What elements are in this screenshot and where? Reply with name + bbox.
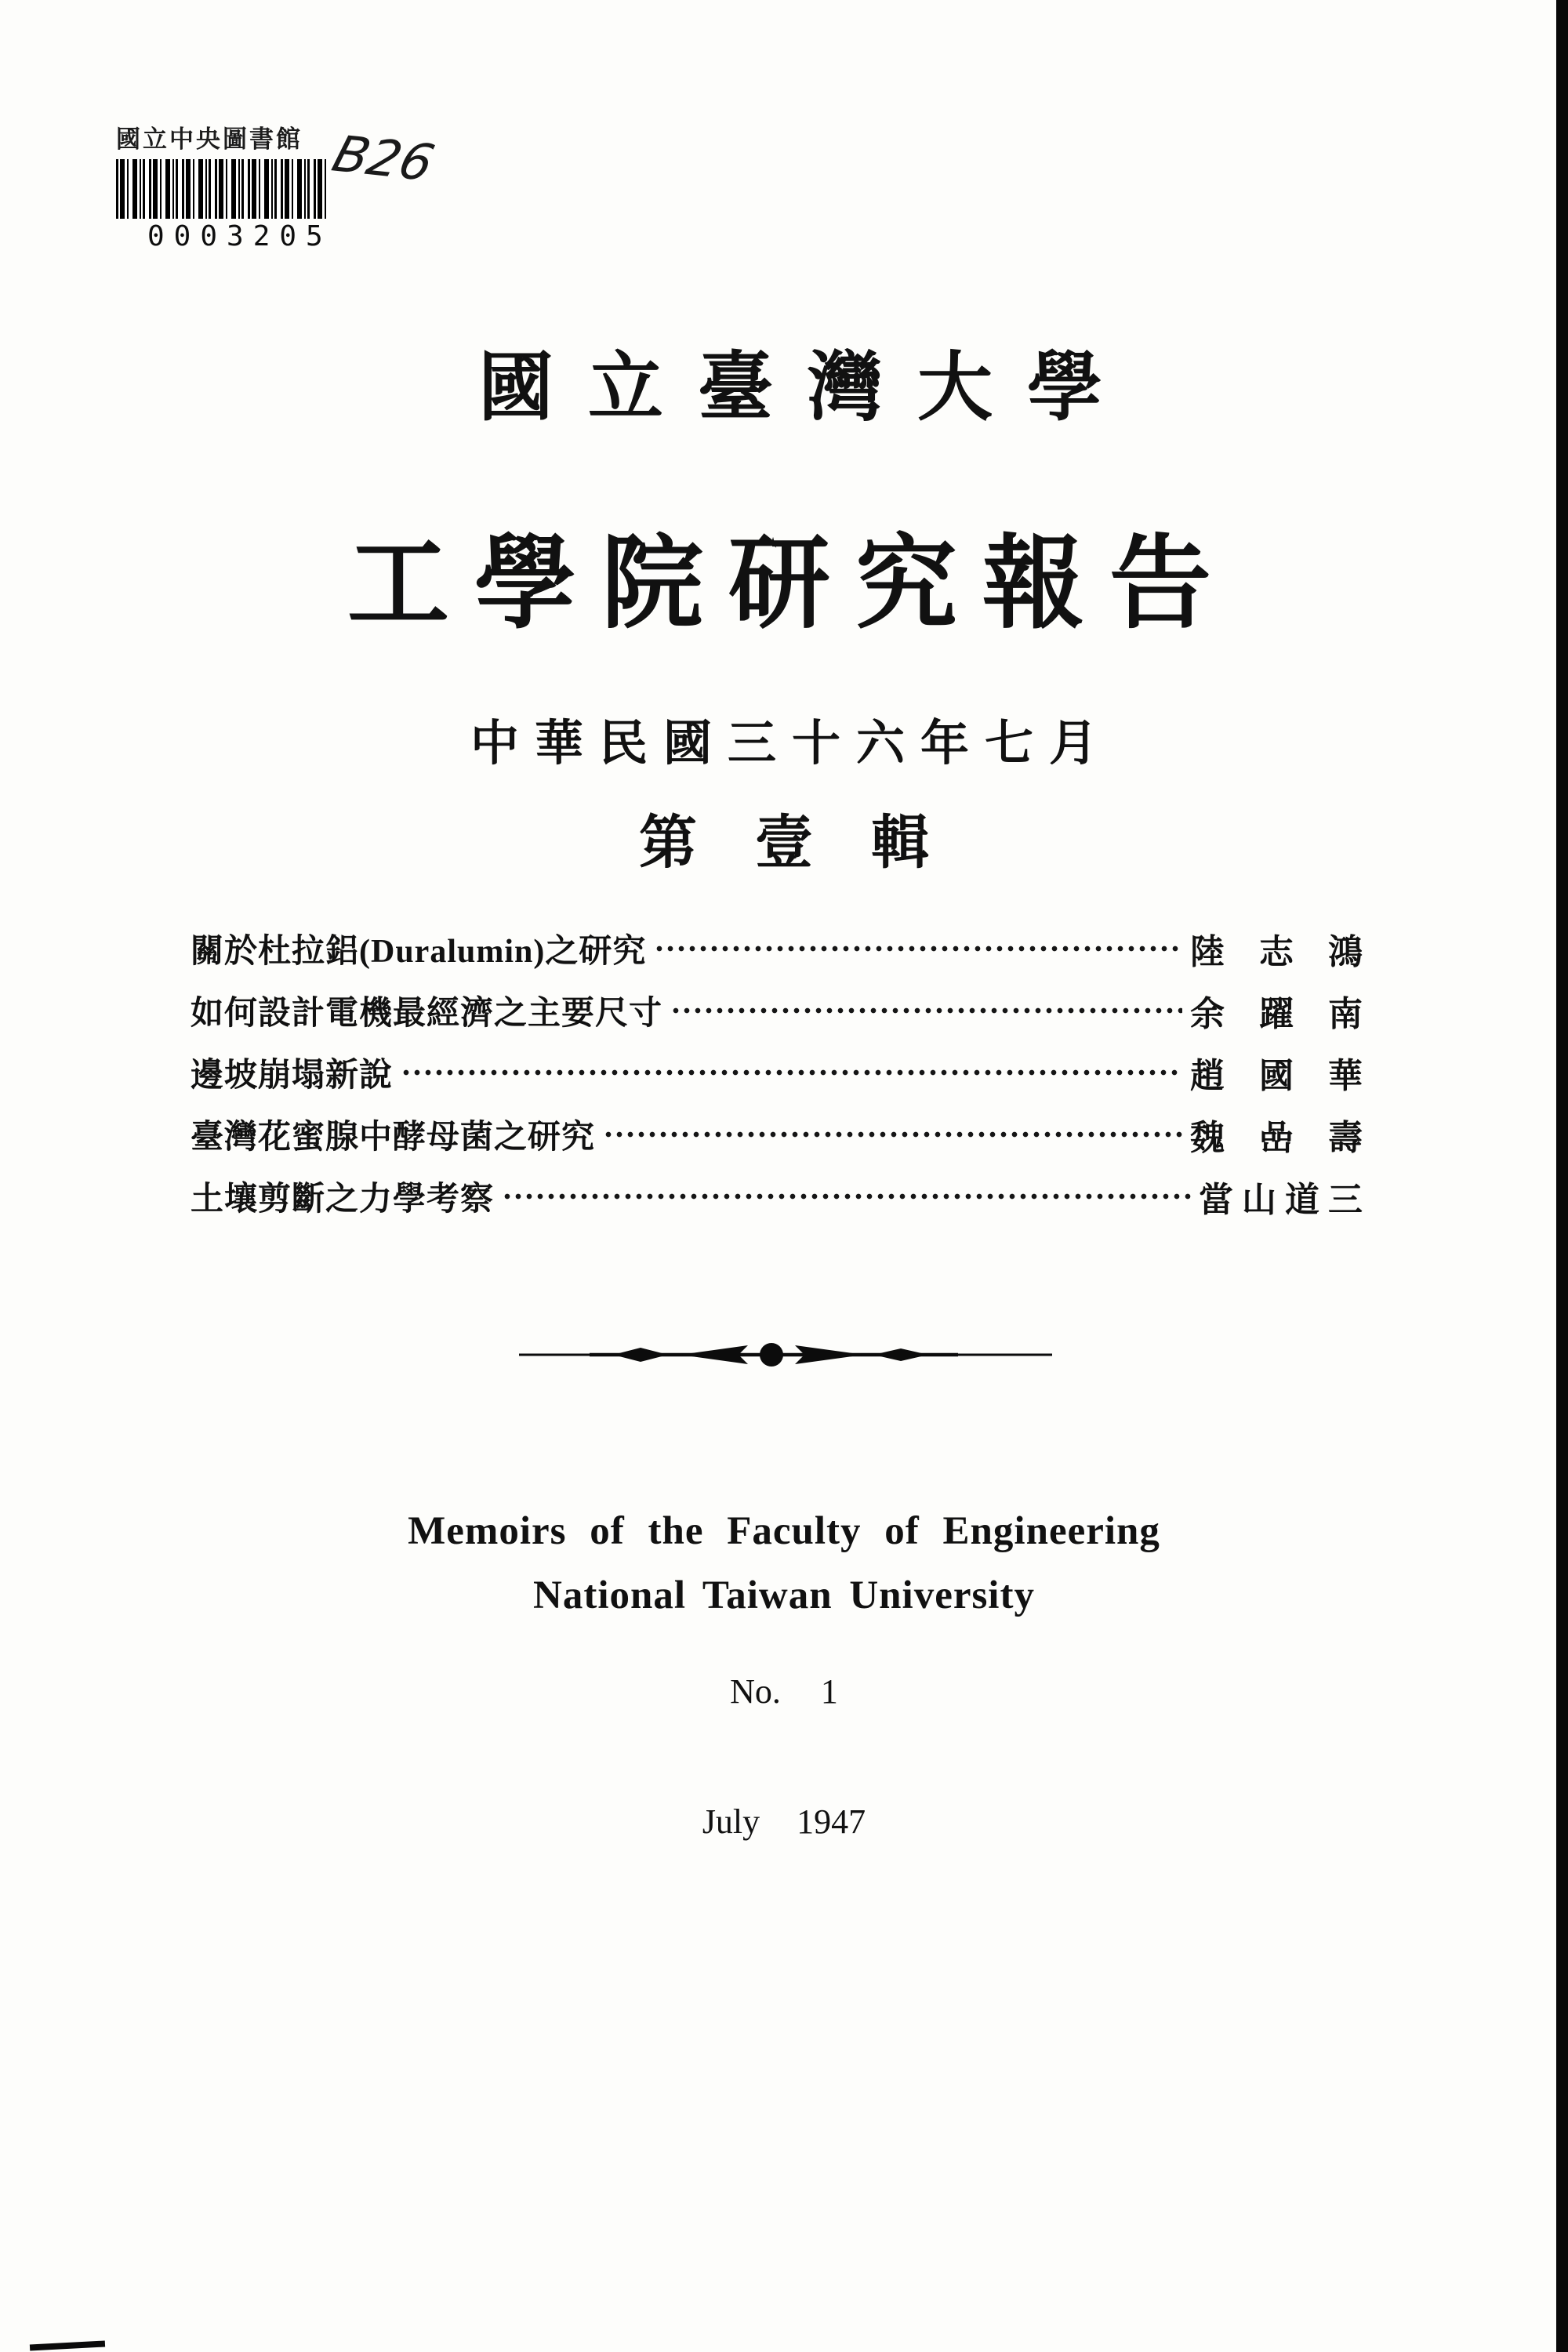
publication-date-en: July 1947 [702,1802,866,1841]
toc-title: 邊坡崩塌新說 [191,1058,394,1094]
toc-title: 土壤剪斷之力學考察 [191,1181,495,1218]
page-title-report-zh: 工學院研究報告 [347,528,1236,641]
toc-author: 趙 國 華 [1190,1057,1363,1095]
issue-number: No. 1 [730,1672,838,1711]
barcode-number: 0003205 [147,220,332,252]
publication-date-zh: 中華民國三十六年七月 [470,717,1113,771]
volume-number-zh: 第壹輯 [639,811,987,876]
english-title-line1: Memoirs of the Faculty of Engineering [408,1509,1160,1553]
ornament-divider-icon [519,1339,1052,1370]
scan-corner-mark [30,2340,105,2350]
toc-row [191,1116,1363,1157]
toc-dot-leader [502,1192,1191,1201]
toc-row [191,1178,1363,1219]
toc-dot-leader [670,1006,1182,1015]
toc-title: 臺灣花蜜腺中酵母菌之研究 [191,1120,596,1156]
toc-title: 關於杜拉鋁(Duralumin)之研究 [191,934,647,970]
toc-author: 陸 志 鴻 [1190,933,1363,971]
barcode-icon [116,159,329,219]
english-title-line2: National Taiwan University [533,1573,1035,1617]
page-title-university-zh: 國立臺灣大學 [478,346,1137,430]
toc-row [191,1054,1363,1095]
ornament-divider [519,1339,1052,1374]
toc-author: 當 山 道 三 [1199,1181,1363,1219]
toc-author: 余 躍 南 [1190,995,1363,1033]
toc-row [191,992,1363,1033]
toc-dot-leader [603,1130,1182,1139]
toc-row [191,930,1363,971]
toc-dot-leader [654,944,1182,953]
toc-dot-leader [401,1068,1182,1077]
toc-author: 魏 嵒 壽 [1190,1119,1363,1157]
handwritten-note: B26 [325,125,441,193]
library-stamp-name: 國立中央圖書館 [116,125,303,153]
toc-title: 如何設計電機最經濟之主要尺寸 [191,996,663,1032]
library-stamp-block [116,119,441,252]
table-of-contents [191,930,1363,1240]
